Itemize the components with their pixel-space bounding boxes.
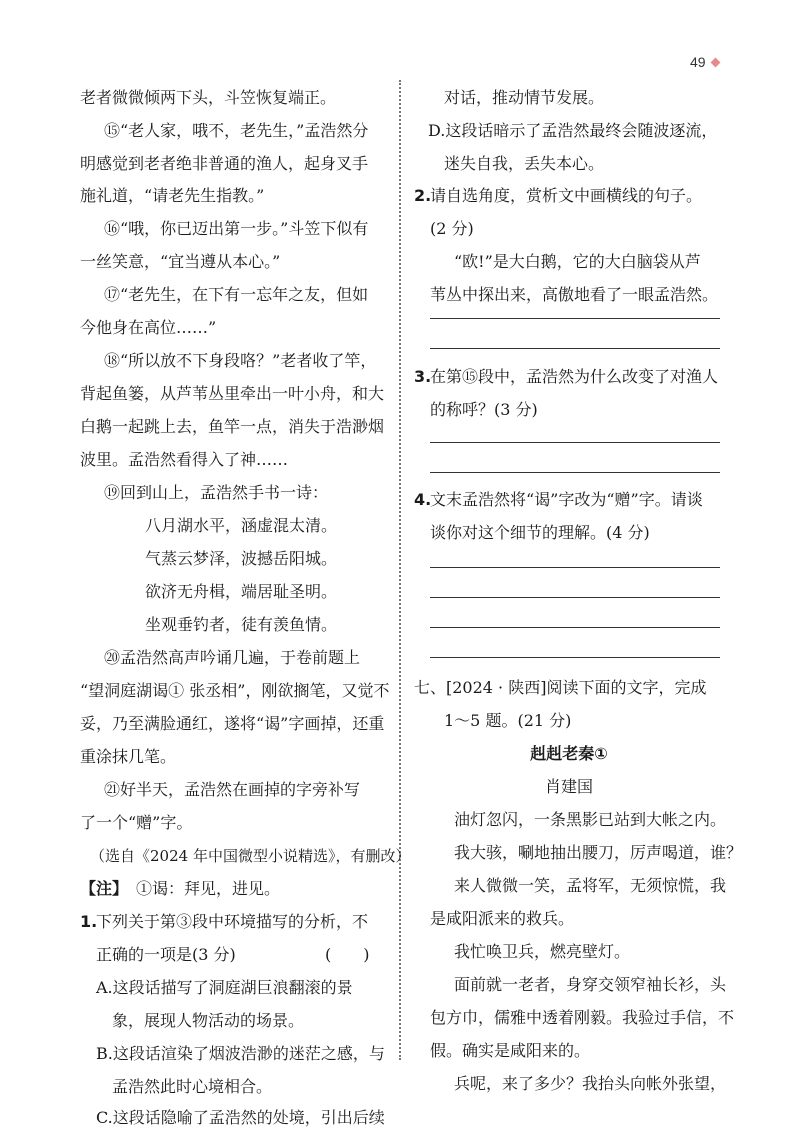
question-4-text: 谈你对这个细节的理解。(4 分) [430,523,650,542]
article-text: 是咸阳派来的救兵。 [430,909,575,928]
question-4-text: 文末孟浩然将“谒”字改为“赠”字。请谈 [430,490,703,509]
poem-line: 八月湖水平，涵虚混太清。 [145,516,338,535]
note-label: 【注】 [80,879,129,898]
text-line: 明感觉到老者绝非普通的渔人，起身叉手 [80,154,369,173]
answer-line[interactable] [430,657,720,658]
poem-line: 气蒸云梦泽，波撼岳阳城。 [145,549,338,568]
answer-line[interactable] [430,442,720,443]
question-3-text: 的称呼？(3 分) [430,400,538,419]
question-2-number: 2. [414,186,432,205]
option-c-cont: 对话，推动情节发展。 [444,88,605,107]
question-2-text: 请自选角度，赏析文中画横线的句子。 [430,186,703,205]
article-text: 包方巾，儒雅中透着刚毅。我验过手信，不 [430,1008,735,1027]
text-line: 波里。孟浩然看得入了神…… [80,450,289,469]
option-d: D.这段话暗示了孟浩然最终会随波逐流， [428,121,718,140]
section-7-heading: 七、[2024 · 陕西]阅读下面的文字，完成 [414,678,707,697]
paragraph-21: ㉑好半天，孟浩然在画掉的字旁补写 [104,780,361,799]
article-text: 兵呢，来了多少？我抬头向帐外张望， [454,1074,727,1093]
page-number-diamond [711,58,721,68]
text-line: 背起鱼篓，从芦苇丛里牵出一叶小舟，和大 [80,384,385,403]
source-citation: （选自《2024 年中国微型小说精选》，有删改） [90,847,411,865]
question-4-number: 4. [414,490,432,509]
section-7-heading: 1～5 题。(21 分) [444,711,572,730]
answer-line[interactable] [430,597,720,598]
article-author: 肖建国 [544,777,593,796]
option-a: A.这段话描写了洞庭湖巨浪翻滚的景 [96,978,353,997]
quoted-sentence: “欧!”是大白鹅，它的大白脑袋从芦 [454,252,701,271]
poem-line: 欲济无舟楫，端居耻圣明。 [145,582,338,601]
text-line: 白鹅一起跳上去，鱼竿一点，消失于浩渺烟 [80,417,385,436]
text-line: 了一个“赠”字。 [80,813,193,832]
text-line: 重涂抹几笔。 [80,747,177,766]
article-text: 面前就一老者，身穿交领窄袖长衫，头 [454,975,727,994]
question-1-text: 正确的一项是(3 分) [96,945,236,964]
column-divider [399,80,401,1060]
option-b: B.这段话渲染了烟波浩渺的迷茫之感，与 [96,1044,385,1063]
note-text: ①谒：拜见，进见。 [136,879,281,898]
answer-line[interactable] [430,348,720,349]
article-title: 赳赳老秦① [530,744,608,763]
answer-line[interactable] [430,627,720,628]
option-d-cont: 迷失自我，丢失本心。 [444,154,605,173]
text-line: 老者微微倾两下头，斗笠恢复端正。 [80,88,337,107]
paragraph-17: ⑰“老先生，在下有一忘年之友，但如 [104,285,369,304]
text-line: “望洞庭湖谒① 张丞相”，刚欲搁笔，又觉不 [80,681,390,700]
answer-line[interactable] [430,567,720,568]
paragraph-16: ⑯“哦，你已迈出第一步。”斗笠下似有 [104,219,369,238]
text-line: 一丝笑意，“宜当遵从本心。” [80,252,281,271]
question-3-text: 在第⑮段中，孟浩然为什么改变了对渔人 [430,367,719,386]
option-b-cont: 孟浩然此时心境相合。 [112,1077,273,1096]
paragraph-15: ⑮“老人家，哦不，老先生，”孟浩然分 [104,121,369,140]
poem-line: 坐观垂钓者，徒有羡鱼情。 [145,615,338,634]
page-number: 49 [690,54,706,70]
text-line: 今他身在高位……” [80,318,217,337]
paragraph-18: ⑱“所以放不下身段咯？”老者收了竿， [104,351,377,370]
article-text: 油灯忽闪，一条黑影已站到大帐之内。 [454,810,727,829]
quoted-sentence: 苇丛中探出来，高傲地看了一眼孟浩然。 [430,285,719,304]
answer-line[interactable] [430,318,720,319]
question-3-number: 3. [414,367,432,386]
answer-paren: ( ) [325,945,370,964]
article-text: 来人微微一笑，孟将军，无须惊慌，我 [454,876,727,895]
article-text: 假。确实是咸阳来的。 [430,1041,591,1060]
question-1-text: 下列关于第③段中环境描写的分析，不 [96,912,369,931]
paragraph-20: ⑳孟浩然高声吟诵几遍，于卷前题上 [104,648,361,667]
option-a-cont: 象，展现人物活动的场景。 [112,1011,305,1030]
article-text: 我忙唤卫兵，燃亮壁灯。 [454,942,631,961]
paragraph-19: ⑲回到山上，孟浩然手书一诗： [104,483,329,502]
answer-line[interactable] [430,472,720,473]
article-text: 我大骇，唰地抽出腰刀，厉声喝道，谁？ [454,843,743,862]
text-line: 施礼道，“请老先生指教。” [80,186,265,205]
option-c: C.这段话隐喻了孟浩然的处境，引出后续 [96,1108,385,1127]
question-2-text: (2 分) [430,219,474,238]
text-line: 妥，乃至满脸通红，遂将“谒”字画掉，还重 [80,714,385,733]
question-1-number: 1. [80,912,98,931]
